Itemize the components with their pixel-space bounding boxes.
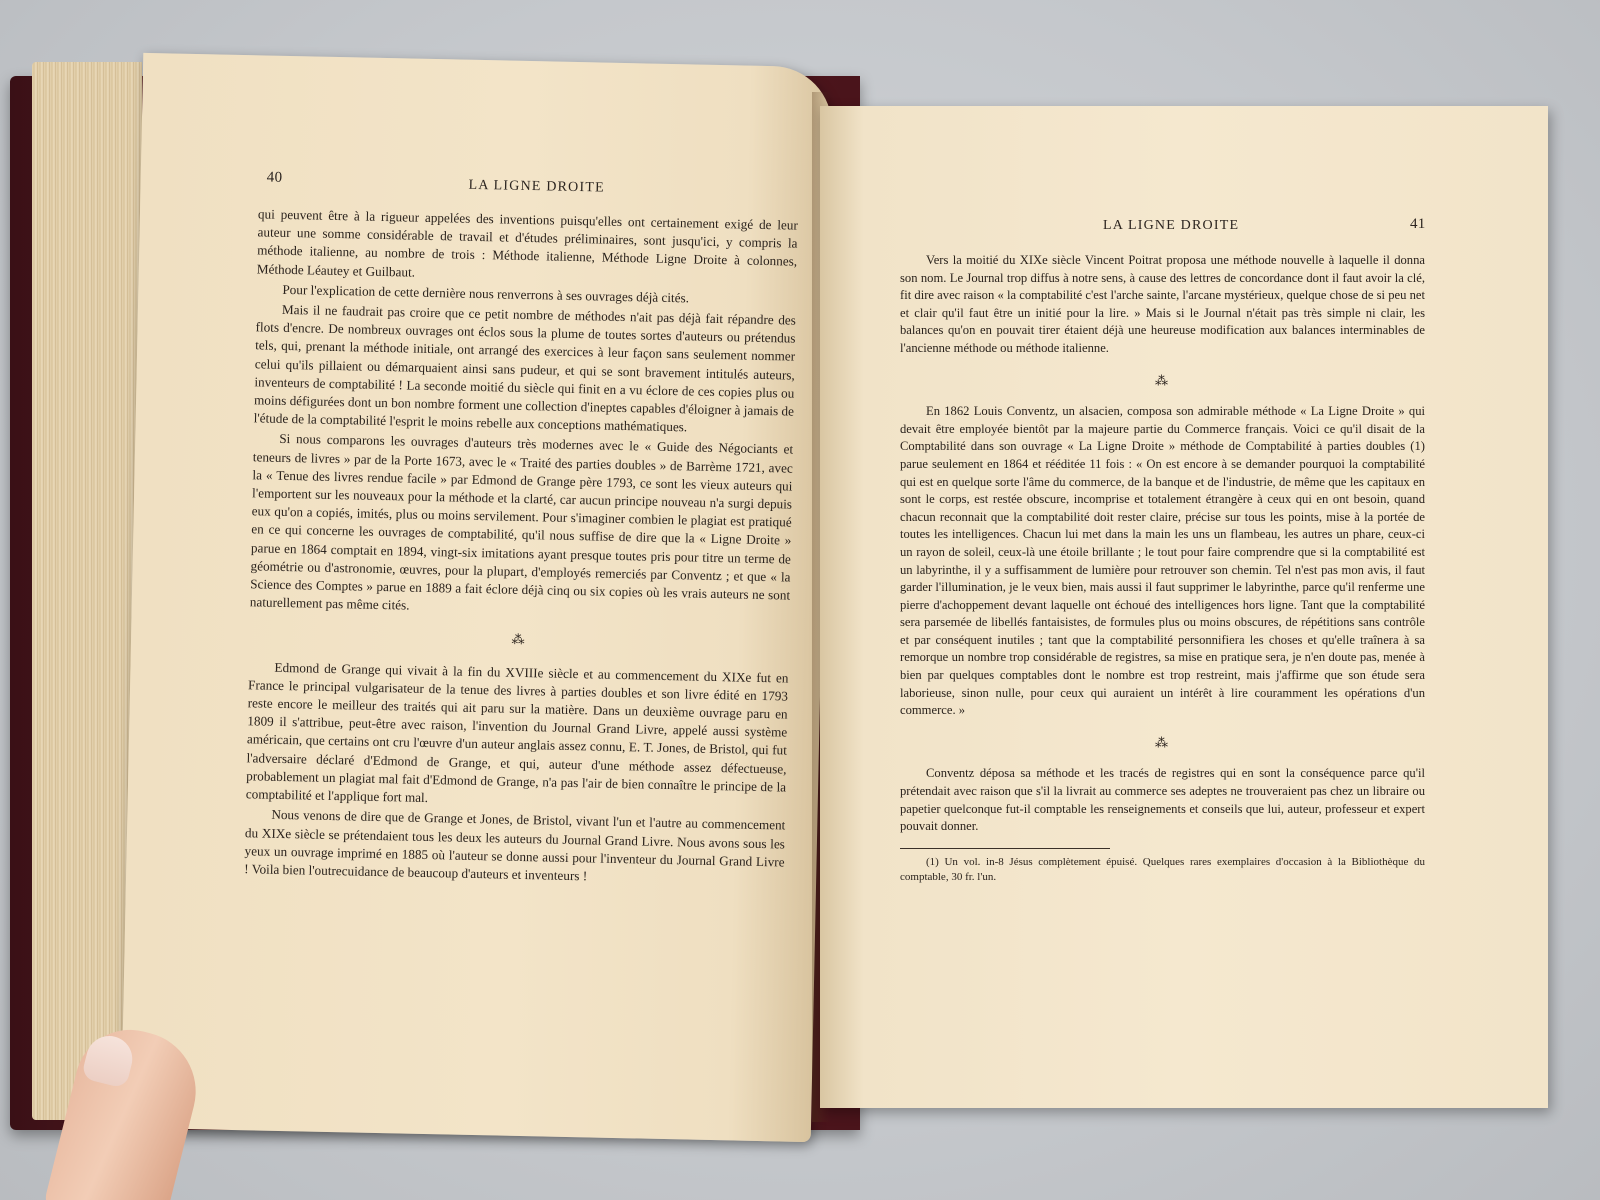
- running-head-left: LA LIGNE DROITE: [468, 177, 605, 196]
- left-page-text: [244, 205, 798, 891]
- paragraph: Edmond de Grange qui vivait à la fin du XVIIIe siècle et au commencement du XIXe fut en France le principal vulgarisateur de la tenue des livres à parties doubles et son livre édité en 1793 reste encore le meilleur des traités qui ait paru sur la matière. Dans un deuxième ouvrage paru en 1809 il s'attribue, peut-être avec raison, l'invention du Journal Grand Livre, appelé aussi système américain, que certains ont cru l'œuvre d'un auteur anglais assez connu, E. T. Jones, de Bristol, qui fut l'adversaire déclaré d'Edmond de Grange, et qui, auteur d'une méthode assez défectueuse, probablement un plagiat mal fait d'Edmond de Grange, n'a pas l'air de bien connaître le principe de la comptabilité et l'applique fort mal.: [245, 659, 789, 806]
- paragraph: En 1862 Louis Conventz, un alsacien, composa son admirable méthode « La Ligne Droite » qui devait être employée bientôt par la majeure partie du Commerce français. Voici ce qu'il disait de la Comptabilité dans son ouvrage « La Ligne Droite » méthode de Comptabilité à parties doubles (1) parue seulement en 1864 et rééditée 11 fois : « On est encore à se demander pourquoi la comptabilité qui est en quelque sorte l'âme du commerce, de la banque et de l'industrie, de même que les capitaux en sont le corps, est restée obscure, incomprise et totalement étrangère à ceux qui en ont besoin, quand chacun reconnait que la comptabilité doit rester claire, précise sur tous les points, mise à la portée de toutes les intelligences. Chacun lui met dans la main les uns un flambeau, les autres un phare, ceux-ci un rayon de soleil, ceux-là une étoile brillante ; le tout pour faire comprendre que si la comptabilité est un labyrinthe, il y a suffisamment de lumière pour retrouver son chemin. Tel n'est pas mon avis, il faut garder l'illumination, je le veux bien, mais aussi il faut supprimer le labyrinthe, parce qu'il renferme une pierre d'achoppement devant laquelle ont échoué des intelligences hors ligne. Tant que la comptabilité sera parsemée de libellés fantaisistes, de formules plus ou moins obscures, de répétitions sans contrôle et par conséquent inutiles ; tant que la comptabilité personnifiera les choses et qu'elle traînera à sa remorque un nombre trop considérable de registres, sa mise en pratique sera, je n'en doute pas, menée à bien par quelques comptables dont le nombre est trop restreint, mais j'affirme que son étude sera laborieuse, sinon nulle, pour ceux qui auraient un intérêt à lire couramment les opérations d'un commerce. »: [900, 404, 1425, 718]
- paragraph: Conventz déposa sa méthode et les tracés de registres qui en sont la conséquence parce qu'il prétendait avec raison que s'il la livrait au commerce ses adeptes ne trouveraient pas chez un libraire ou papetier quelconque fut-il comptable les renseignements et conseils que lui, auteur, professeur et expert pouvait donner.: [900, 766, 1425, 834]
- asterism: ⁂: [511, 632, 527, 648]
- page-number-left: 40: [266, 169, 283, 186]
- page-number-right: 41: [1410, 216, 1426, 232]
- paragraph: qui peuvent être à la rigueur appelées des inventions puisqu'elles ont certainement exigé de leur auteur une somme considérable de travail et d'études préliminaires, sont jusqu'ici, y compris la méthode italienne, au nombre de trois : Méthode italienne, Méthode Ligne Droite à colonnes, Méthode Léautey et Guilbaut.: [256, 206, 799, 280]
- paragraph: Pour l'explication de cette dernière nous renverrons à ses ouvrages déjà cités.: [282, 281, 690, 306]
- paragraph: Vers la moitié du XIXe siècle Vincent Poitrat proposa une méthode nouvelle à laquelle il donna son nom. Le Journal trop diffus à notre sens, à cause des lettres de concordance dont il faut avoir la clé, fit dire avec raison « la comptabilité c'est l'arche sainte, l'arcane mystérieux, quelque chose de si peu net et clair qu'il faut être un initié pour la lire. » Mais si le Journal n'était pas très simple ni clair, les balances qu'on en pouvait tirer étaient déjà une heureuse modification aux balances interminables de l'ancienne méthode ou méthode italienne.: [900, 253, 1425, 355]
- asterism: ⁂: [1155, 372, 1170, 388]
- asterism: ⁂: [1155, 734, 1170, 750]
- paragraph: Mais il ne faudrait pas croire que ce petit nombre de méthodes n'ait pas déjà fait répandre des flots d'encre. De nombreux ouvrages ont éclos sous la plume de toutes sortes d'auteurs ou prétendus tels, qui, prenant la méthode initiale, ont arrangé des exercices à leur façon sans seulement nommer celui qu'ils pillaient ou démarquaient ainsi sans pudeur, et qui se sont bravement intitulés auteurs, inventeurs de comptabilité ! La seconde moitié du siècle qui finit en a vu éclore de ces copies plus ou moins défigurées dont un bon nombre forment une collection d'ineptes capables d'éloigner à jamais de l'étude de la comptabilité l'esprit le moins rebelle aux conceptions mathématiques.: [253, 301, 797, 435]
- footnote: (1) Un vol. in-8 Jésus complètement épuisé. Quelques rares exemplaires d'occasion à la Bibliothèque du comptable, 30 fr. l'un.: [900, 855, 1425, 883]
- running-head-right: LA LIGNE DROITE: [1103, 218, 1240, 233]
- footnote-rule: [900, 848, 1110, 849]
- right-page: [820, 106, 1548, 1108]
- right-page-text: [900, 252, 1425, 885]
- paragraph: Nous venons de dire que de Grange et Jones, de Bristol, vivant l'un et l'autre au commencement du XIXe siècle se prétendaient tous les deux les auteurs du Journal Grand Livre. Nous avons sous les yeux un ouvrage imprimé en 1885 où l'auteur se donne aussi pour l'inventeur du Journal Grand Livre ! Voila bien l'outrecuidance de beaucoup d'auteurs et inventeurs !: [244, 807, 786, 884]
- paragraph: Si nous comparons les ouvrages d'auteurs très modernes avec le « Guide des Négociants et teneurs de livres » par de la Porte 1673, avec le « Traité des parties doubles » de Barrème 1721, avec la « Tenue des livres rendue facile » par Edmond de Grange père 1793, ce sont les vieux auteurs qui l'emportent sur les nouveaux pour la méthode et la clarté, car aucun principe nouveau n'a surgi depuis eux qu'on a copiés, imités, plus ou moins servilement. Pour s'imaginer combien le plagiat est pratiqué en ce qui concerne les ouvrages de comptabilité, qu'il nous suffise de dire que la « Ligne Droite » parue en 1864 comptait en 1894, vingt-six imitations ayant presque toutes pris pour titre un terme de géométrie ou d'astronomie, œuvres, pour la plupart, d'employés remerciés par Conventz ; et que « la Science des Comptes » parue en 1889 a fait éclore déjà cinq ou six copies où les vrais auteurs ne sont naturellement pas même cités.: [249, 431, 794, 613]
- left-page: [121, 53, 833, 1142]
